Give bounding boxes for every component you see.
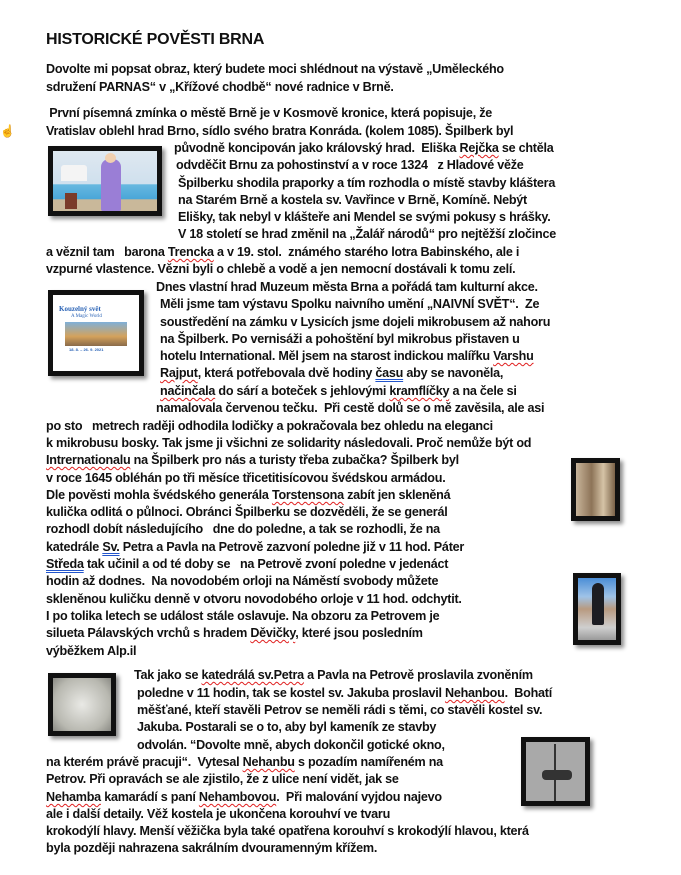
text-line: [137, 719, 436, 735]
text-segment: Jakuba. Postarali se o to, aby byl kameník ze stavby: [137, 720, 437, 734]
text-line: [174, 140, 554, 156]
text-segment: na Špilberk pro nás a turisty třeba zubačka? Špilberk byl: [130, 453, 459, 467]
text-segment: Špilberku shodila praporky a tím rozhodla o místě stavby kláštera: [178, 176, 556, 190]
spelling-flagged-word: Děvičky: [250, 626, 296, 640]
text-segment: Dnes vlastní hrad Muzeum města Brna a pořádá tam kulturní akce.: [156, 280, 538, 294]
text-segment: namalovala červenou tečku. Při cestě dolů se o mě zavěsila, ale asi: [156, 401, 545, 415]
text-line: [137, 685, 552, 701]
text-line: [178, 192, 527, 208]
text-segment: tak učinil a od té doby se na Petrově zvoní poledne v jedenáct: [83, 557, 449, 571]
text-line: [46, 521, 440, 537]
text-line: [160, 331, 520, 347]
text-line: [46, 244, 519, 260]
text-segment: do sárí a boteček s jehlovými: [215, 384, 390, 398]
text-line: [160, 365, 503, 381]
text-line: [176, 157, 524, 173]
spelling-flagged-word: Rajput: [160, 366, 198, 380]
grammar-flagged-word: Sv.: [102, 540, 120, 554]
text-segment: a Pavla na Petrově proslavila zvoněním: [303, 668, 533, 682]
poster-subtitle: A Magic World: [71, 314, 102, 319]
text-segment: a věznil tam barona: [46, 245, 168, 259]
text-segment: I po tolika letech se událost stále oslavuje. Na obzoru za Petrovem je: [46, 609, 440, 623]
grammar-flagged-word: času: [375, 366, 404, 380]
text-line: [137, 737, 445, 753]
text-line: [46, 79, 394, 95]
text-segment: katedrále: [46, 540, 103, 554]
astronomical-clock-image: [573, 573, 621, 645]
spelling-flagged-word: Torstensona: [271, 488, 344, 502]
text-line: [160, 348, 534, 364]
text-segment: byla později nahrazena sakrálním dvouramenným křížem.: [46, 841, 378, 855]
text-segment: Tak jako se: [134, 668, 202, 682]
text-segment: aby se navoněla,: [403, 366, 504, 380]
text-segment: zabít jen skleněná: [343, 488, 451, 502]
text-line: [46, 556, 448, 572]
text-line: [156, 400, 544, 416]
poster-title: Kouzelný svět: [59, 305, 101, 313]
text-segment: silueta Pálavských vrchů s hradem: [46, 626, 251, 640]
text-line: [137, 702, 542, 718]
text-line: [46, 539, 464, 555]
cathedral-window-image: [571, 458, 620, 521]
text-segment: hodin až dodnes. Na novodobém orloji na Náměstí svobody můžete: [46, 574, 439, 588]
text-segment: výběžkem Alp.il: [46, 644, 137, 658]
document-title: HISTORICKÉ POVĚSTI BRNA: [46, 31, 265, 48]
text-segment: Vratislav oblehl hrad Brno, sídlo svého bratra Konráda. (kolem 1085). Špilberk byl: [46, 124, 514, 138]
text-line: [46, 470, 445, 486]
text-line: [46, 418, 493, 434]
spelling-flagged-word: katedrálá sv.Petra: [201, 668, 304, 682]
text-line: [160, 314, 550, 330]
text-line: [46, 591, 462, 607]
text-segment: V 18 století se hrad změnil na „Žalář národů“ pro nejtěžší zločince: [178, 227, 556, 241]
nehanba-statue-image: [48, 673, 116, 736]
spelling-flagged-word: Nehanbou: [444, 686, 505, 700]
text-segment: Měli jsme tam výstavu Spolku naivního umění „NAIVNÍ SVĚT“. Ze: [160, 297, 540, 311]
crocodile-weathervane-image: [521, 737, 590, 806]
text-line: [46, 840, 377, 856]
text-segment: Dovolte mi popsat obraz, který budete moci shlédnout na výstavě „Uměleckého: [46, 62, 504, 76]
text-line: [46, 105, 492, 121]
text-segment: , které jsou posledním: [295, 626, 423, 640]
text-segment: měšťané, kteří stavěli Petrov se neměli rádi s těmi, co stavěli kostel sv.: [137, 703, 543, 717]
text-line: [46, 789, 442, 805]
text-segment: Petrov. Při opravách se ale zjistilo, že z ulice není vidět, jak se: [46, 772, 399, 786]
text-segment: vzpurné vlastence. Vězni byli o chlebě a vodě a jen nemocní dostávali k tomu zelí.: [46, 262, 516, 276]
text-segment: ale i další detaily. Věž kostela je ukončena korouhví ve tvaru: [46, 807, 391, 821]
text-line: [178, 226, 556, 242]
text-segment: krokodýlí hlavy. Menší věžička byla také opatřena korouhví s krokodýlí hlavou, která: [46, 824, 529, 838]
text-segment: se chtěla: [498, 141, 554, 155]
text-segment: na Špilberk. Po vernisáži a pohoštění byl mikrobus přistaven u: [160, 332, 520, 346]
text-segment: Dle pověsti mohla švédského generála: [46, 488, 272, 502]
text-segment: skleněnou kuličku denně v otvoru novodobého orloje v 11 hod. odchytit.: [46, 592, 462, 606]
spelling-flagged-word: Nehamba: [46, 790, 101, 804]
text-segment: v roce 1645 obléhán po tři měsíce třicetitisícovou švédskou armádou.: [46, 471, 446, 485]
spelling-flagged-word: Nehambovou: [198, 790, 277, 804]
text-segment: na kterém právě pracuji“. Vytesal: [46, 755, 243, 769]
spelling-flagged-word: kramflíčky: [389, 384, 450, 398]
text-line: [46, 487, 450, 503]
text-line: [46, 123, 513, 139]
text-line: [46, 643, 136, 659]
text-segment: První písemná zmínka o městě Brně je v Kosmově kronice, která popisuje, že: [46, 106, 492, 120]
text-line: [46, 504, 447, 520]
text-segment: odvděčit Brnu za pohostinství a v roce 1324 z Hladové věže: [176, 158, 524, 172]
text-line: [46, 823, 529, 839]
text-segment: kamarádí s paní: [100, 790, 199, 804]
text-segment: k mikrobusu bosky. Tak jsme ji všichni ze solidarity následovali. Proč nemůže být od: [46, 436, 532, 450]
hand-cursor-icon: ☝: [0, 124, 15, 138]
text-segment: původně koncipován jako královský hrad. Eliška: [174, 141, 460, 155]
text-line: [46, 806, 390, 822]
text-line: [156, 279, 538, 295]
text-segment: sdružení PARNAS“ v „Křížové chodbě“ nové radnice v Brně.: [46, 80, 394, 94]
text-line: [46, 452, 459, 468]
text-segment: hotelu International. Měl jsem na starost indickou malířku: [160, 349, 494, 363]
text-line: [134, 667, 533, 683]
text-line: [46, 435, 531, 451]
grammar-flagged-word: Středa: [46, 557, 84, 571]
text-line: [178, 175, 555, 191]
text-segment: na Starém Brně a kostela sv. Vavřince v Brně, Komíně. Nebýt: [178, 193, 527, 207]
text-line: [46, 625, 423, 641]
text-segment: . Při malování vyjdou najevo: [276, 790, 442, 804]
text-line: [46, 771, 399, 787]
text-segment: poledne v 11 hodin, tak se kostel sv. Jakuba proslavil: [137, 686, 445, 700]
text-segment: rozhodl dobít následujícího dne do poledne, a tak se rozhodli, že na: [46, 522, 440, 536]
text-line: [46, 261, 515, 277]
spelling-flagged-word: načinčala: [160, 384, 216, 398]
text-line: [160, 383, 517, 399]
naive-painting-image: [48, 146, 162, 216]
text-segment: a na čele si: [449, 384, 517, 398]
text-segment: Petra a Pavla na Petrově zazvoní poledne již v 11 hod. Páter: [119, 540, 465, 554]
spelling-flagged-word: Nehanbu: [242, 755, 295, 769]
spelling-flagged-word: Rejčka: [459, 141, 499, 155]
poster-dates: 18. 8. – 26. 9. 2021: [69, 347, 104, 352]
text-line: [178, 209, 551, 225]
spelling-flagged-word: Trencka: [167, 245, 214, 259]
exhibition-poster-image: [48, 290, 144, 376]
text-segment: , která potřebovala dvě hodiny: [197, 366, 376, 380]
text-segment: po sto metrech raději odhodila lodičky a pokračovala bez ohledu na eleganci: [46, 419, 493, 433]
text-line: [46, 61, 504, 77]
text-line: [46, 754, 443, 770]
text-line: [46, 608, 439, 624]
text-segment: odvolán. “Dovolte mně, abych dokončil gotické okno,: [137, 738, 445, 752]
text-segment: Elišky, tak nebyl v klášteře ani Mendel se svými pokusy s hrášky.: [178, 210, 551, 224]
text-line: [160, 296, 539, 312]
text-line: [46, 573, 438, 589]
spelling-flagged-word: Intrernationalu: [46, 453, 131, 467]
text-segment: s pozadím namířeném na: [294, 755, 443, 769]
text-segment: kulička odlitá o půlnoci. Obránci Špilberku se dozvěděli, že se generál: [46, 505, 448, 519]
text-segment: . Bohatí: [504, 686, 552, 700]
text-segment: soustředění na zámku v Lysicích jsme dojeli mikrobusem až nahoru: [160, 315, 551, 329]
text-segment: a v 19. stol. známého starého lotra Babinského, ale i: [213, 245, 520, 259]
spelling-flagged-word: Varshu: [493, 349, 534, 363]
